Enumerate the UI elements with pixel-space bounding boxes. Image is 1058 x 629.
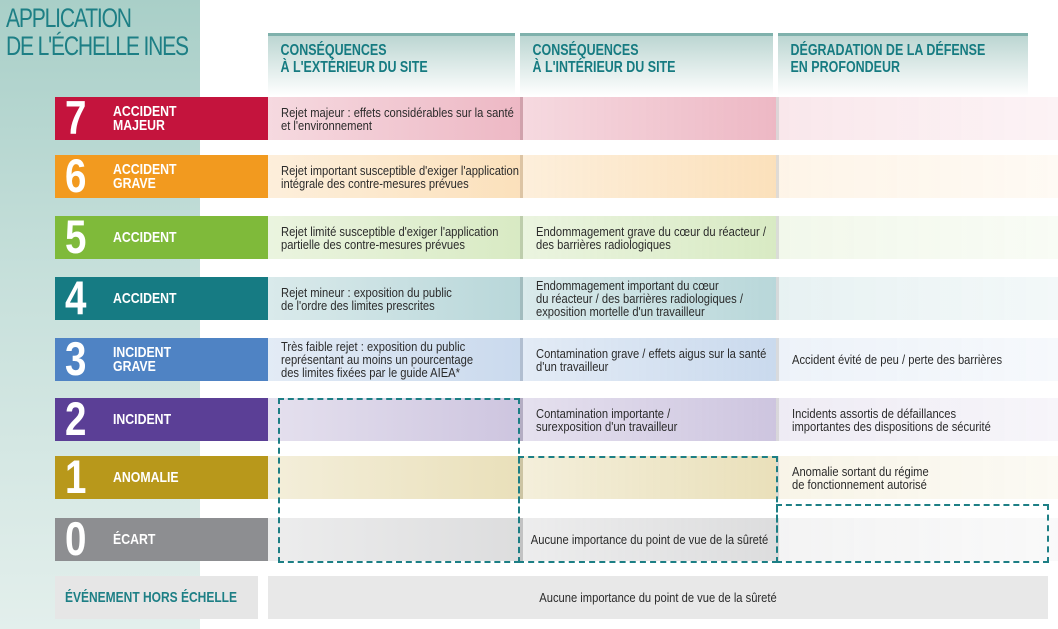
level-label: INCIDENT GRAVE <box>113 343 172 375</box>
hors-echelle-text: Aucune importance du point de vue de la sûreté <box>539 590 777 605</box>
column-header-line-1: CONSÉQUENCES <box>280 42 387 59</box>
cell-level-5-col-2 <box>520 216 776 259</box>
cell-text: Rejet important susceptible d'exiger l'application intégrale des contre-mesures prévues <box>281 162 519 191</box>
cell-level-0-col-2 <box>520 518 776 561</box>
cell-text: Rejet limité susceptible d'exiger l'application partielle des contre-mesures prévues <box>281 223 499 252</box>
cell-text: Très faible rejet : exposition du public représentant au moins un pourcentage des limites fixées par le guide AIEA* <box>281 339 474 380</box>
cell-level-5-col-1 <box>268 216 520 259</box>
cell-level-6-col-1 <box>268 155 520 198</box>
level-block-2 <box>55 392 268 445</box>
column-header-1 <box>268 33 515 96</box>
cell-text: Rejet mineur : exposition du public de l'ordre des limites prescrites <box>281 284 452 313</box>
title-line-1: APPLICATION <box>6 3 131 33</box>
cell-level-0-col-3 <box>776 518 1058 561</box>
level-number: 0 <box>65 512 87 565</box>
cell-level-0-col-1 <box>268 518 520 561</box>
hors-echelle-label <box>55 576 258 619</box>
level-label: ACCIDENT GRAVE <box>113 160 177 192</box>
cell-level-1-col-2 <box>520 456 776 499</box>
level-block-1 <box>55 450 268 503</box>
level-block-6 <box>55 149 268 202</box>
cell-level-7-col-2 <box>520 97 776 140</box>
column-header-2 <box>520 33 773 96</box>
title-line-2: DE L'ÉCHELLE INES <box>6 31 188 61</box>
cell-level-1-col-1 <box>268 456 520 499</box>
cell-level-7-col-1 <box>268 97 520 140</box>
column-header-line-1: DÉGRADATION DE LA DÉFENSE <box>790 42 986 59</box>
cell-text: Aucune importance du point de vue de la sûreté <box>530 532 769 547</box>
level-block-0 <box>55 512 268 565</box>
cell-level-2-col-3 <box>776 398 1058 441</box>
cell-text: Incidents assortis de défaillances importantes des dispositions de sécurité <box>792 405 991 434</box>
cell-text: Accident évité de peu / perte des barrières <box>792 352 1003 367</box>
cell-text: Contamination grave / effets aigus sur la santé d'un travailleur <box>536 345 767 374</box>
hors-echelle-cell <box>268 576 1048 619</box>
hors-echelle-label-text: ÉVÉNEMENT HORS ÉCHELLE <box>65 589 238 606</box>
cell-text: Rejet majeur : effets considérables sur la santé et l'environnement <box>281 104 514 133</box>
cell-level-5-col-3 <box>776 216 1058 259</box>
level-number: 2 <box>65 392 87 445</box>
cell-level-2-col-2 <box>520 398 776 441</box>
column-header-3 <box>778 33 1028 96</box>
cell-level-3-col-3 <box>776 338 1058 381</box>
cell-level-7-col-3 <box>776 97 1058 140</box>
cell-level-3-col-1 <box>268 338 520 381</box>
level-number: 3 <box>65 332 87 385</box>
column-header-line-2: EN PROFONDEUR <box>790 59 901 76</box>
level-number: 1 <box>65 450 87 503</box>
level-label: ACCIDENT <box>113 289 177 307</box>
level-label: ACCIDENT MAJEUR <box>113 102 177 134</box>
cell-level-2-col-1 <box>268 398 520 441</box>
cell-level-3-col-2 <box>520 338 776 381</box>
level-block-4 <box>55 271 268 324</box>
cell-text: Contamination importante / surexposition d'un travailleur <box>536 405 678 434</box>
level-number: 7 <box>65 91 87 144</box>
level-number: 4 <box>65 271 87 324</box>
column-header-line-1: CONSÉQUENCES <box>532 42 639 59</box>
cell-text: Endommagement grave du cœur du réacteur / des barrières radiologiques <box>536 223 766 252</box>
level-block-7 <box>55 91 268 144</box>
level-block-3 <box>55 332 268 385</box>
level-number: 5 <box>65 210 87 263</box>
cell-level-4-col-3 <box>776 277 1058 320</box>
cell-level-6-col-2 <box>520 155 776 198</box>
level-label: ACCIDENT <box>113 228 177 246</box>
cell-text: Anomalie sortant du régime de fonctionnement autorisé <box>792 463 929 492</box>
level-label: INCIDENT <box>113 410 172 428</box>
diagram-title <box>6 4 188 60</box>
cell-level-6-col-3 <box>776 155 1058 198</box>
level-number: 6 <box>65 149 87 202</box>
cell-level-4-col-2 <box>520 277 776 320</box>
column-header-line-2: À L'EXTÉRIEUR DU SITE <box>280 59 428 76</box>
cell-level-4-col-1 <box>268 277 520 320</box>
cell-text: Endommagement important du cœur du réacteur / des barrières radiologiques / exposition mortelle d'un travailleur <box>536 278 743 319</box>
level-label: ÉCART <box>113 530 156 548</box>
column-header-line-2: À L'INTÉRIEUR DU SITE <box>532 59 676 76</box>
level-block-5 <box>55 210 268 263</box>
level-label: ANOMALIE <box>113 468 179 486</box>
cell-level-1-col-3 <box>776 456 1058 499</box>
